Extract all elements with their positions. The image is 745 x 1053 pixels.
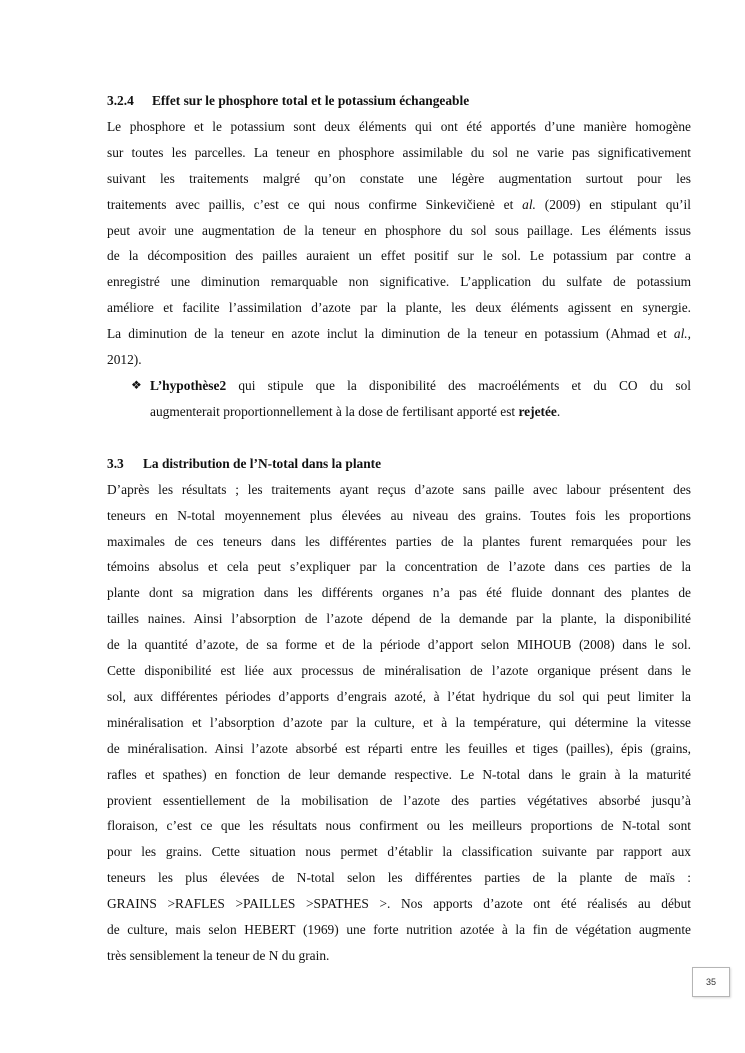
diamond-bullet-icon: ❖ — [131, 377, 142, 392]
italic-al: al. — [673, 326, 688, 342]
text-line — [107, 321, 691, 347]
text-line: D’après les résultats ; les traitements ayant reçus d’azote sans paille avec labour présentent des — [107, 481, 691, 497]
text-line — [150, 399, 691, 425]
text-line — [107, 192, 691, 218]
text-line: 2012). — [107, 352, 142, 368]
section-heading-3-2-4 — [107, 88, 691, 114]
text-line: Le phosphore et le potassium sont deux éléments qui ont été apportés d’une manière homogène — [107, 118, 691, 134]
section-title: La distribution de l’N-total dans la plante — [143, 455, 382, 471]
text-segment: (2009) en stipulant qu’il — [535, 196, 691, 212]
paragraph-n-total — [107, 477, 691, 969]
text-line: pour les grains. Cette situation nous permet d’établir la classification suivante par rapport aux — [107, 844, 691, 860]
text-segment: . — [556, 403, 561, 419]
text-line: rafles et spathes) en fonction de leur demande respective. Le N-total dans le grain à la maturité — [107, 766, 691, 782]
text-line: plante dont sa migration dans les différents organes n’a pas été fluide donnant des plantes de — [107, 585, 691, 601]
text-line: enregistré une diminution remarquable non significative. L’application du sulfate de potassium — [107, 274, 691, 290]
spacer — [107, 425, 691, 451]
section-heading-3-3 — [107, 451, 691, 477]
page-number: 35 — [692, 967, 730, 997]
hypothesis-bullet — [107, 373, 691, 425]
text-line: provient essentiellement de la mobilisation de l’azote des parties végétatives absorbé jusqu’à — [107, 792, 691, 808]
paragraph-phosphore-potassium — [107, 114, 691, 373]
text-line: améliore et facilite l’assimilation d’azote par la plante, les deux éléments agissent en synergie. — [107, 300, 691, 316]
text-line: GRAINS >RAFLES >PAILLES >SPATHES >. Nos apports d’azote ont été réalisés au début — [107, 896, 691, 912]
text-line: témoins absolus et cela peut s’expliquer par la concentration de l’azote dans ces parties de la — [107, 559, 691, 575]
text-line — [150, 373, 691, 399]
text-line: minéralisation et l’absorption d’azote par la culture, et à la température, qui détermine la vitesse — [107, 714, 691, 730]
text-line: suivant les traitements malgré qu’on constate une légère augmentation surtout pour les — [107, 170, 691, 186]
text-segment: qui stipule que la disponibilité des macroéléments et du CO du sol — [226, 377, 691, 393]
hypothesis-text — [150, 373, 691, 425]
text-line: de la quantité d’azote, de sa forme et de la période d’apport selon MIHOUB (2008) dans le sol. — [107, 637, 691, 653]
section-number: 3.3 — [107, 455, 124, 471]
hypothesis-verdict: rejetée — [518, 403, 557, 419]
text-line: très sensiblement la teneur de N du grain. — [107, 948, 330, 963]
text-segment: La diminution de la teneur en azote inclut la diminution de la teneur en potassium (Ahmad et — [107, 326, 674, 342]
section-number: 3.2.4 — [107, 93, 134, 108]
text-line: de culture, mais selon HEBERT (1969) une forte nutrition azotée à la fin de végétation augmente — [107, 922, 691, 938]
text-line: peut avoir une augmentation de la teneur en phosphore du sol sous paillage. Les éléments issus — [107, 222, 691, 238]
page-content — [107, 88, 691, 969]
section-title: Effet sur le phosphore total et le potassium échangeable — [152, 93, 470, 108]
text-segment: traitements avec paillis, c’est ce qui nous confirme Sinkevičienė et — [107, 196, 523, 212]
text-line: sur toutes les parcelles. La teneur en phosphore assimilable du sol ne varie pas significativement — [107, 144, 691, 160]
text-segment: , — [687, 326, 691, 342]
text-line: de minéralisation. Ainsi l’azote absorbé est réparti entre les feuilles et tiges (pailles), épis (grains, — [107, 740, 691, 756]
text-line: maximales de ces teneurs dans les différentes parties de la plantes furent remarquées pour les — [107, 533, 691, 549]
text-line: Cette disponibilité est liée aux processus de minéralisation de l’azote organique présent dans le — [107, 663, 691, 679]
italic-al: al. — [522, 196, 536, 212]
text-line: tailles naines. Ainsi l’absorption de l’azote dépend de la demande par la plante, la disponibilité — [107, 611, 691, 627]
text-line: de la décomposition des pailles auraient un effet positif sur le sol. Le potassium par contre a — [107, 248, 691, 264]
text-segment: augmenterait proportionnellement à la dose de fertilisant apporté est — [150, 403, 519, 419]
hypothesis-label: L’hypothèse2 — [150, 377, 227, 393]
text-line: floraison, c’est ce que les résultats nous confirment ou les meilleurs proportions de N-total sont — [107, 818, 691, 834]
text-line: teneurs les plus élevées de N-total selon les différentes parties de la plante de maïs : — [107, 870, 691, 886]
text-line: teneurs en N-total moyennement plus élevées au niveau des grains. Toutes fois les proportions — [107, 507, 691, 523]
text-line: sol, aux différentes périodes d’apports d’engrais azoté, à l’état hydrique du sol qui peut limiter la — [107, 688, 691, 704]
